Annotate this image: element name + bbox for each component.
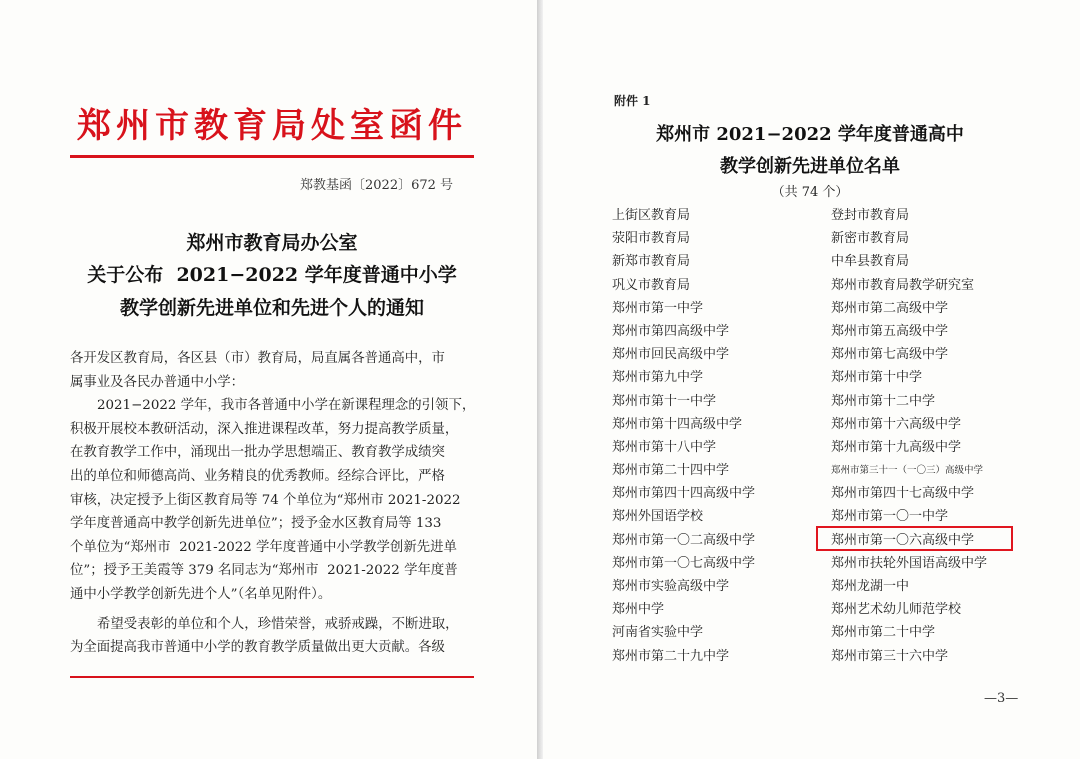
text-line: 学年度普通高中教学创新先进单位”；授予金水区教育局等 133 <box>70 516 442 532</box>
notice-title-line: 郑州市教育局办公室 <box>186 232 358 254</box>
paragraph-2 <box>70 613 475 660</box>
list-item: 郑州市第四十七高级中学 <box>831 486 975 502</box>
text-line: 个单位为“郑州市 2021-2022 学年度普通中小学教学创新先进单 <box>70 539 457 555</box>
list-item: 郑州市第四高级中学 <box>612 323 730 339</box>
list-item: 郑州市第四十四高级中学 <box>612 486 756 502</box>
list-item: 新密市教育局 <box>831 231 910 247</box>
list-item: 郑州市第十一中学 <box>612 393 717 409</box>
unit-list-right-column <box>831 204 987 668</box>
paragraph-1 <box>70 394 475 606</box>
list-item: 郑州市第十六高级中学 <box>831 416 962 432</box>
list-item: 郑州艺术幼儿师范学校 <box>831 602 962 618</box>
text-line: 为全面提高我市普通中小学的教育教学质量做出更大贡献。各级 <box>70 640 445 656</box>
list-item: 巩义市教育局 <box>612 277 691 293</box>
text-line: 各开发区教育局，各区县（市）教育局，局直属各普通高中，市 <box>70 351 445 366</box>
text-line: 属事业及各民办普通中小学： <box>70 374 245 390</box>
notice-title-line: 教学创新先进单位和先进个人的通知 <box>119 297 424 319</box>
list-item: 中牟县教育局 <box>831 254 910 270</box>
list-title-line: 郑州市 2021−2022 学年度普通高中 <box>656 124 964 145</box>
list-item: 郑州市扶轮外国语高级中学 <box>831 555 988 571</box>
masthead-red-rule <box>70 155 474 158</box>
list-item: 郑州市第九中学 <box>612 370 704 386</box>
list-item: 郑州市第二十九中学 <box>612 648 730 664</box>
list-item: 郑州中学 <box>612 602 665 618</box>
list-item: 郑州市第一中学 <box>612 300 704 316</box>
list-item: 登封市教育局 <box>831 208 910 223</box>
attachment-label: 附件 1 <box>614 94 651 108</box>
highlighted-list-item: 郑州市第一〇六高级中学 <box>831 532 975 548</box>
list-item: 郑州市第十中学 <box>831 370 923 386</box>
text-line: 通中小学教学创新先进个人”（名单见附件）。 <box>70 586 332 602</box>
text-line: 希望受表彰的单位和个人，珍惜荣誉，戒骄戒躁，不断进取， <box>97 616 459 632</box>
list-item: 郑州市回民高级中学 <box>612 347 730 363</box>
list-item: 郑州市第七高级中学 <box>831 347 949 363</box>
list-title-line: 教学创新先进单位名单 <box>720 156 900 177</box>
text-line: 积极开展校本教研活动，深入推进课程改革，努力提高教学质量， <box>70 421 459 437</box>
salutation <box>70 347 475 394</box>
list-item: 郑州市第二十四中学 <box>612 463 730 479</box>
list-item: 郑州市第十四高级中学 <box>612 416 743 432</box>
list-item: 上街区教育局 <box>612 208 691 223</box>
list-item: 郑州外国语学校 <box>612 509 704 525</box>
list-item: 荥阳市教育局 <box>612 231 691 247</box>
text-line: 位”；授予王美霞等 379 名同志为“郑州市 2021-2022 学年度普 <box>70 563 458 579</box>
list-item: 郑州市第五高级中学 <box>831 323 949 339</box>
list-item: 郑州市第二十中学 <box>831 625 936 641</box>
list-item: 郑州市第三十一（一〇三）高级中学 <box>831 465 984 477</box>
document-number: 郑教基函〔2022〕672 号 <box>300 178 454 193</box>
list-item: 郑州市第十九高级中学 <box>831 439 962 455</box>
list-item: 新郑市教育局 <box>612 254 691 270</box>
list-item: 郑州市第二高级中学 <box>831 300 949 316</box>
notice-title-line: 关于公布 2021−2022 学年度普通中小学 <box>87 264 457 286</box>
notice-body <box>70 347 475 660</box>
document-masthead: 郑州市教育局处室函件 <box>77 106 467 146</box>
list-item: 河南省实验中学 <box>612 625 704 641</box>
text-line: 审核，决定授予上街区教育局等 74 个单位为“郑州市 2021-2022 <box>70 492 461 508</box>
list-item: 郑州市教育局教学研究室 <box>831 277 975 293</box>
list-item: 郑州市第三十六中学 <box>831 648 949 664</box>
list-item: 郑州市第一〇二高级中学 <box>612 532 756 548</box>
highlight-box <box>816 526 1013 551</box>
footer-red-rule <box>70 676 474 678</box>
list-item: 郑州市实验高级中学 <box>612 579 730 594</box>
unit-list-left-column <box>612 204 755 668</box>
list-item: 郑州市第一〇一中学 <box>831 509 949 525</box>
list-item: 郑州市第十二中学 <box>831 393 936 409</box>
list-item: 郑州市第十八中学 <box>612 439 717 455</box>
list-item: 郑州龙湖一中 <box>831 579 910 594</box>
unit-count: （共 74 个） <box>771 185 849 200</box>
text-line: 在教育教学工作中，涌现出一批办学思想端正、教育教学成绩突 <box>70 445 445 461</box>
text-line: 2021−2022 学年，我市各普通中小学在新课程理念的引领下， <box>97 398 476 414</box>
list-item: 郑州市第一〇七高级中学 <box>612 555 756 571</box>
text-line: 出的单位和师德高尚、业务精良的优秀教师。经综合评比，严格 <box>70 468 445 484</box>
page-number: —3— <box>984 691 1019 706</box>
